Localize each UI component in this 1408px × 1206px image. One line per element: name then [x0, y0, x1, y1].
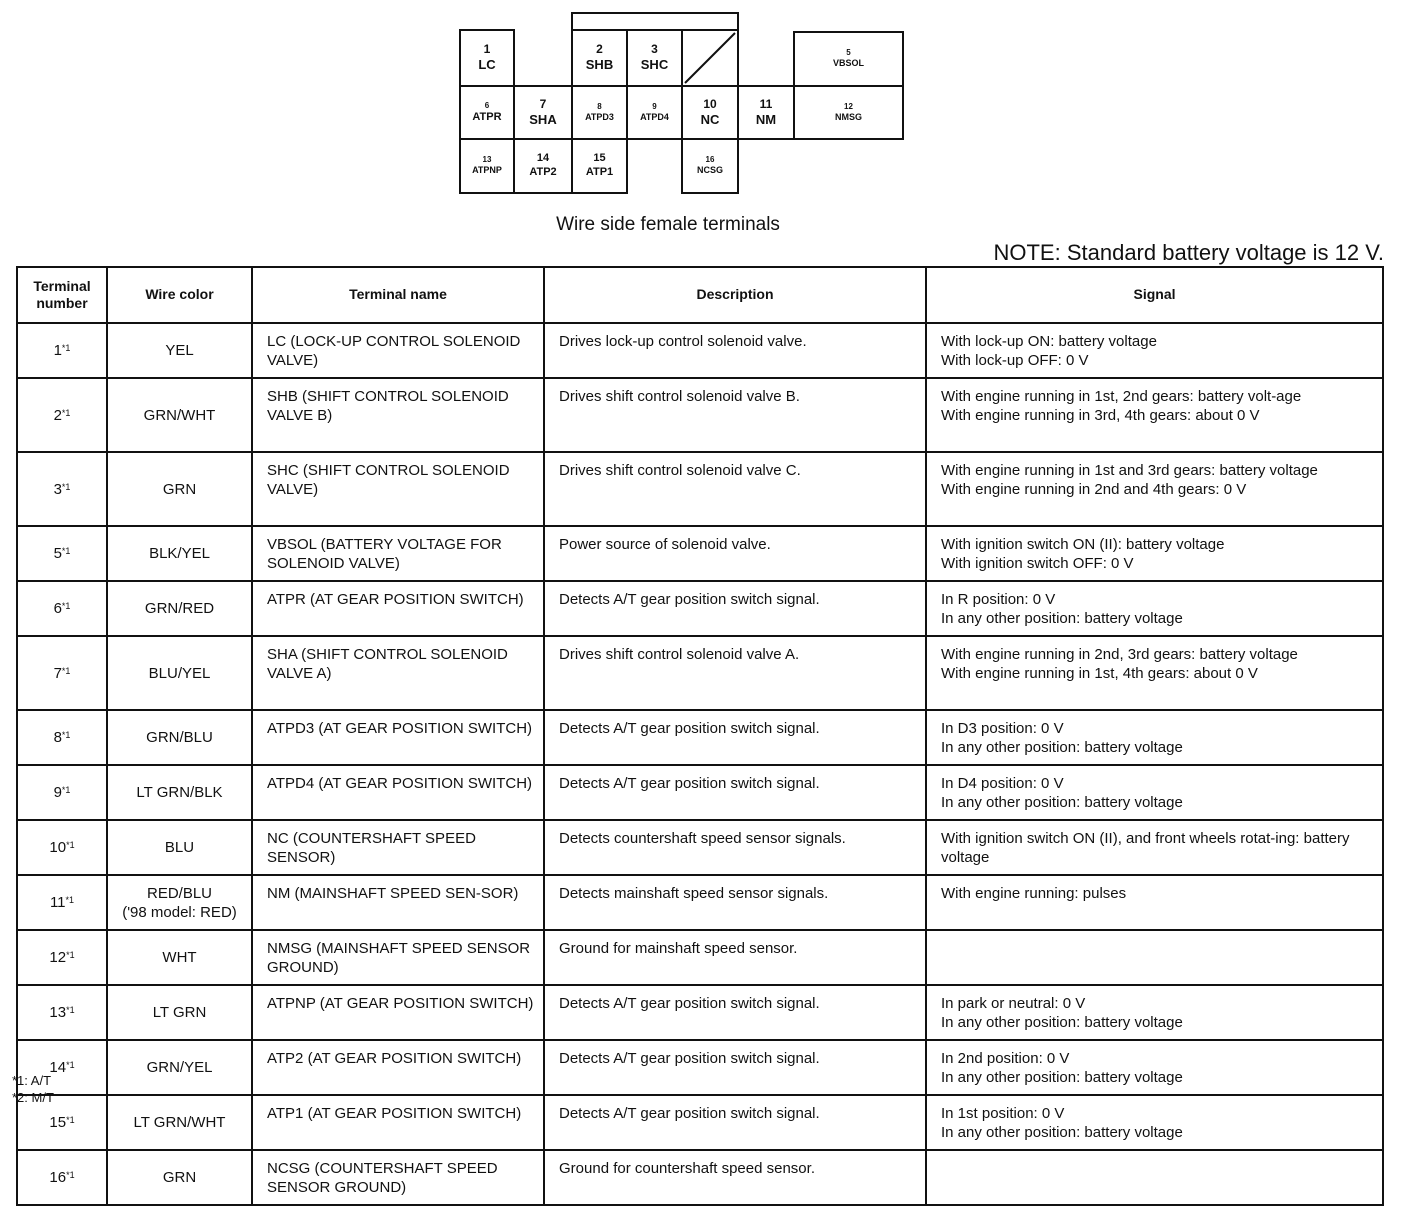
signal-line: With lock-up OFF: 0 V	[941, 352, 1089, 369]
pin-11: 11 NM	[737, 85, 795, 140]
cell-wire-color	[107, 378, 252, 452]
footnote-mark: *1	[66, 950, 75, 960]
table-row	[17, 581, 1383, 636]
cell-wire-color	[107, 875, 252, 930]
signal-line: In park or neutral: 0 V	[941, 995, 1086, 1012]
cell-terminal-name: NM (MAINSHAFT SPEED SEN-SOR)	[252, 875, 544, 930]
pin-14: 14 ATP2	[513, 138, 573, 194]
cell-terminal-number	[17, 930, 107, 985]
table-row	[17, 710, 1383, 765]
signal-line: With engine running in 1st, 4th gears: about 0 V	[941, 665, 1258, 682]
footnote-mark: *1	[61, 343, 71, 353]
footnote-2: *2: M/T	[12, 1090, 54, 1105]
cell-description: Detects A/T gear position switch signal.	[544, 581, 926, 636]
pin-7: 7 SHA	[513, 85, 573, 140]
terminal-number: 16	[49, 1169, 67, 1186]
cell-description: Detects A/T gear position switch signal.	[544, 1040, 926, 1095]
signal-line: With engine running in 2nd, 3rd gears: battery voltage	[941, 646, 1298, 663]
table-row	[17, 452, 1383, 526]
signal-line: In D4 position: 0 V	[941, 775, 1064, 792]
cell-signal	[926, 875, 1383, 930]
cell-signal	[926, 930, 1383, 985]
cell-description: Drives shift control solenoid valve B.	[544, 378, 926, 452]
signal-line: With engine running: pulses	[941, 885, 1127, 902]
header-signal: Signal	[926, 267, 1383, 323]
cell-wire-color	[107, 526, 252, 581]
cell-signal	[926, 378, 1383, 452]
terminal-number: 6	[53, 600, 62, 617]
cell-terminal-number	[17, 875, 107, 930]
cell-signal	[926, 323, 1383, 378]
terminal-number: 9	[53, 784, 62, 801]
signal-line: With ignition switch ON (II), and front wheels rotat-ing: battery voltage	[941, 830, 1350, 866]
signal-line: With ignition switch ON (II): battery voltage	[941, 536, 1225, 553]
signal-line: With engine running in 1st and 3rd gears: battery voltage	[941, 462, 1318, 479]
header-wire-color: Wire color	[107, 267, 252, 323]
table-row	[17, 1095, 1383, 1150]
signal-line: In any other position: battery voltage	[941, 1069, 1183, 1086]
header-terminal-name: Terminal name	[252, 267, 544, 323]
footnote-mark: *1	[66, 1170, 75, 1180]
terminal-number: 3	[53, 480, 62, 498]
footnote-mark: *1	[61, 730, 71, 740]
pin-3: 3 SHC	[626, 29, 683, 87]
cell-terminal-number	[17, 526, 107, 581]
terminal-number: 8	[53, 729, 62, 746]
table-row	[17, 1040, 1383, 1095]
cell-wire-color	[107, 452, 252, 526]
signal-line: With lock-up ON: battery voltage	[941, 333, 1157, 350]
wire-color: GRN/RED	[144, 600, 215, 617]
cell-signal	[926, 1095, 1383, 1150]
footnote-mark: *1	[66, 1005, 75, 1015]
wire-color: GRN	[162, 1169, 197, 1186]
terminal-number: 13	[49, 1004, 67, 1021]
cell-terminal-name: ATPR (AT GEAR POSITION SWITCH)	[252, 581, 544, 636]
signal-line: In D3 position: 0 V	[941, 720, 1064, 737]
wire-color: BLK/YEL	[149, 545, 210, 562]
footnote-mark: *1	[61, 785, 71, 795]
wire-color: WHT	[162, 949, 197, 966]
cell-wire-color	[107, 1040, 252, 1095]
connector-diagram	[0, 0, 1408, 200]
cell-terminal-name: LC (LOCK-UP CONTROL SOLENOID VALVE)	[252, 323, 544, 378]
signal-line: In any other position: battery voltage	[941, 739, 1183, 756]
cell-wire-color	[107, 1150, 252, 1205]
cell-terminal-name: SHB (SHIFT CONTROL SOLENOID VALVE B)	[252, 378, 544, 452]
signal-line: In any other position: battery voltage	[941, 610, 1183, 627]
cell-wire-color	[107, 636, 252, 710]
cell-signal	[926, 452, 1383, 526]
table-row	[17, 985, 1383, 1040]
cell-terminal-name: ATPNP (AT GEAR POSITION SWITCH)	[252, 985, 544, 1040]
footnote-mark: *1	[61, 546, 71, 556]
cell-description: Drives shift control solenoid valve A.	[544, 636, 926, 710]
cell-terminal-name: NC (COUNTERSHAFT SPEED SENSOR)	[252, 820, 544, 875]
table-row	[17, 1150, 1383, 1205]
cell-terminal-name: ATPD3 (AT GEAR POSITION SWITCH)	[252, 710, 544, 765]
cell-signal	[926, 765, 1383, 820]
voltage-note: NOTE: Standard battery voltage is 12 V.	[993, 240, 1384, 265]
blank-slot-slash	[683, 31, 737, 85]
cell-terminal-name: NMSG (MAINSHAFT SPEED SENSOR GROUND)	[252, 930, 544, 985]
table-row	[17, 526, 1383, 581]
pin-8: 8 ATPD3	[571, 85, 628, 140]
cell-wire-color	[107, 710, 252, 765]
table-row	[17, 930, 1383, 985]
signal-line: With ignition switch OFF: 0 V	[941, 555, 1134, 572]
wire-color: BLU	[164, 839, 195, 856]
cell-terminal-name: SHC (SHIFT CONTROL SOLENOID VALVE)	[252, 452, 544, 526]
cell-signal	[926, 820, 1383, 875]
terminal-number: 7	[53, 664, 62, 682]
pin-blank-slot	[681, 29, 739, 87]
signal-line: In any other position: battery voltage	[941, 1124, 1183, 1141]
cell-wire-color	[107, 985, 252, 1040]
pin-13: 13 ATPNP	[459, 138, 515, 194]
cell-wire-color	[107, 930, 252, 985]
footnote-mark: *1	[66, 1115, 75, 1125]
cell-terminal-name: SHA (SHIFT CONTROL SOLENOID VALVE A)	[252, 636, 544, 710]
signal-line: In any other position: battery voltage	[941, 794, 1183, 811]
cell-description: Drives shift control solenoid valve C.	[544, 452, 926, 526]
terminal-table	[16, 266, 1384, 1206]
cell-wire-color	[107, 323, 252, 378]
terminal-number: 11	[49, 894, 66, 911]
signal-line: With engine running in 3rd, 4th gears: about 0 V	[941, 407, 1260, 424]
cell-wire-color	[107, 820, 252, 875]
wire-color: GRN/BLU	[146, 729, 213, 746]
cell-signal	[926, 526, 1383, 581]
cell-description: Detects A/T gear position switch signal.	[544, 710, 926, 765]
pin-12: 12 NMSG	[793, 85, 904, 140]
cell-description: Ground for countershaft speed sensor.	[544, 1150, 926, 1205]
cell-description: Detects mainshaft speed sensor signals.	[544, 875, 926, 930]
cell-terminal-name: NCSG (COUNTERSHAFT SPEED SENSOR GROUND)	[252, 1150, 544, 1205]
pin-9: 9 ATPD4	[626, 85, 683, 140]
cell-terminal-name: VBSOL (BATTERY VOLTAGE FOR SOLENOID VALVE)	[252, 526, 544, 581]
wire-color: GRN	[162, 480, 197, 498]
cell-terminal-number	[17, 765, 107, 820]
cell-terminal-number	[17, 581, 107, 636]
connector-frame	[571, 12, 739, 14]
connector-caption: Wire side female terminals	[556, 214, 780, 235]
cell-signal	[926, 710, 1383, 765]
cell-signal	[926, 1040, 1383, 1095]
terminal-number: 14	[49, 1059, 67, 1076]
cell-signal	[926, 1150, 1383, 1205]
terminal-number: 1	[53, 342, 62, 359]
header-description: Description	[544, 267, 926, 323]
terminal-number: 5	[53, 545, 62, 562]
table-row	[17, 765, 1383, 820]
wire-color-note: ('98 model: RED)	[122, 903, 237, 921]
footnote-mark: *1	[65, 895, 75, 905]
cell-description: Detects A/T gear position switch signal.	[544, 1095, 926, 1150]
pin-6: 6 ATPR	[459, 85, 515, 140]
signal-line: With engine running in 1st, 2nd gears: battery volt-age	[941, 388, 1302, 405]
footnote-mark: *1	[66, 1060, 75, 1070]
table-header-row	[17, 267, 1383, 323]
cell-wire-color	[107, 1095, 252, 1150]
cell-signal	[926, 636, 1383, 710]
footnote-1: *1: A/T	[12, 1073, 52, 1088]
pin-5: 5 VBSOL	[793, 31, 904, 87]
wire-color: GRN/YEL	[146, 1059, 213, 1076]
cell-description: Detects A/T gear position switch signal.	[544, 765, 926, 820]
wire-color: LT GRN/WHT	[133, 1114, 226, 1131]
wire-color: YEL	[165, 342, 194, 359]
wire-color: LT GRN	[152, 1004, 207, 1021]
cell-terminal-name: ATPD4 (AT GEAR POSITION SWITCH)	[252, 765, 544, 820]
cell-wire-color	[107, 581, 252, 636]
signal-line: In any other position: battery voltage	[941, 1014, 1183, 1031]
table-row	[17, 378, 1383, 452]
cell-terminal-number	[17, 378, 107, 452]
cell-terminal-number	[17, 636, 107, 710]
table-row	[17, 875, 1383, 930]
cell-signal	[926, 581, 1383, 636]
footnote-mark: *1	[61, 665, 71, 676]
cell-terminal-number	[17, 323, 107, 378]
table-body	[17, 323, 1383, 1205]
cell-terminal-name: ATP1 (AT GEAR POSITION SWITCH)	[252, 1095, 544, 1150]
cell-description: Power source of solenoid valve.	[544, 526, 926, 581]
terminal-number: 15	[49, 1114, 67, 1131]
cell-terminal-number	[17, 820, 107, 875]
pin-1: 1 LC	[459, 29, 515, 87]
cell-terminal-number	[17, 710, 107, 765]
signal-line: With engine running in 2nd and 4th gears: 0 V	[941, 481, 1247, 498]
footnote-mark: *1	[66, 840, 75, 850]
cell-description: Ground for mainshaft speed sensor.	[544, 930, 926, 985]
cell-wire-color	[107, 765, 252, 820]
wire-color: BLU/YEL	[148, 664, 211, 682]
table-row	[17, 323, 1383, 378]
cell-description: Drives lock-up control solenoid valve.	[544, 323, 926, 378]
pin-2: 2 SHB	[571, 29, 628, 87]
signal-line: In 1st position: 0 V	[941, 1105, 1065, 1122]
footnotes	[12, 1072, 54, 1106]
pin-16: 16 NCSG	[681, 138, 739, 194]
pin-15: 15 ATP1	[571, 138, 628, 194]
signal-line: In R position: 0 V	[941, 591, 1056, 608]
cell-terminal-number	[17, 452, 107, 526]
cell-terminal-number	[17, 1150, 107, 1205]
signal-line: In 2nd position: 0 V	[941, 1050, 1070, 1067]
header-terminal-number: Terminal number	[17, 267, 107, 323]
terminal-number: 10	[49, 839, 67, 856]
cell-signal	[926, 985, 1383, 1040]
terminal-number: 2	[53, 406, 62, 424]
wire-color: GRN/WHT	[143, 406, 216, 424]
cell-terminal-number	[17, 985, 107, 1040]
cell-description: Detects A/T gear position switch signal.	[544, 985, 926, 1040]
wire-color: LT GRN/BLK	[136, 784, 223, 801]
footnote-mark: *1	[61, 481, 71, 492]
footnote-mark: *1	[61, 407, 71, 418]
wire-color: RED/BLU	[146, 884, 213, 902]
cell-terminal-name: ATP2 (AT GEAR POSITION SWITCH)	[252, 1040, 544, 1095]
table-row	[17, 636, 1383, 710]
terminal-number: 12	[49, 949, 67, 966]
pin-10: 10 NC	[681, 85, 739, 140]
table-row	[17, 820, 1383, 875]
cell-description: Detects countershaft speed sensor signals.	[544, 820, 926, 875]
footnote-mark: *1	[61, 601, 71, 611]
